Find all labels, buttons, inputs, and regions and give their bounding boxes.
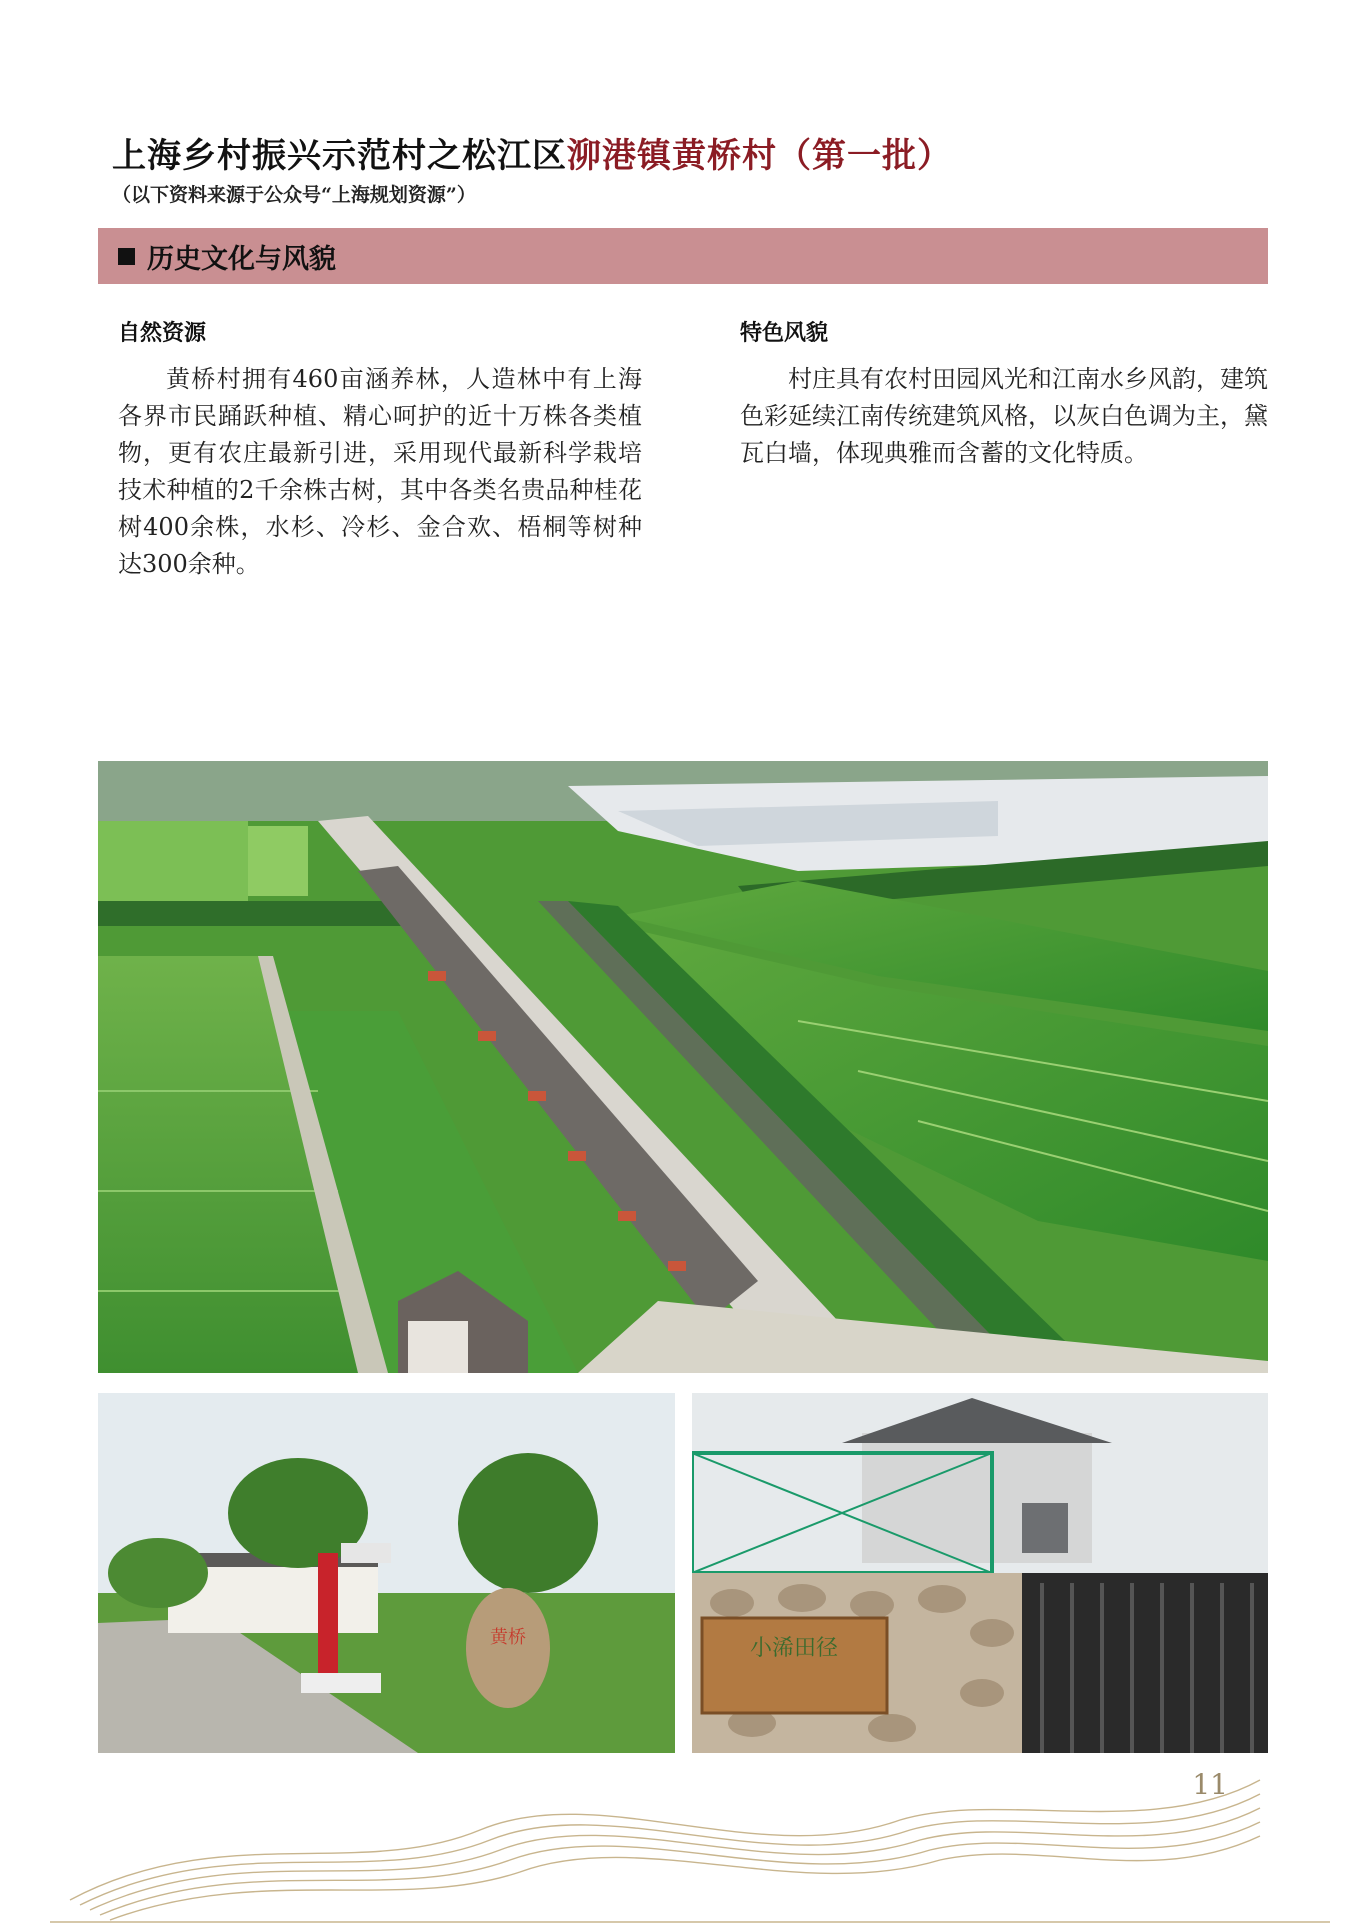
decorative-wave-lines (0, 1760, 1366, 1932)
field-sign-text: 小浠田径 (749, 1636, 839, 1661)
page-number: 11 (1192, 1768, 1228, 1801)
features-column (740, 316, 1268, 472)
square-bullet-icon (118, 248, 135, 265)
section-header-bar (98, 228, 1268, 284)
natural-resources-column (118, 316, 642, 583)
aerial-village-photo (98, 761, 1268, 1373)
source-note: （以下资料来源于公众号“上海规划资源”） (112, 184, 476, 206)
field-sign-photo (692, 1393, 1268, 1753)
column-body: 村庄具有农村田园风光和江南水乡风韵，建筑色彩延续江南传统建筑风格，以灰白色调为主，黛瓦白墙，体现典雅而含蓄的文化特质。 (740, 365, 1268, 467)
stone-inscription: 黄桥 (490, 1627, 526, 1648)
title-black-part: 上海乡村振兴示范村之松江区 (112, 136, 567, 176)
column-heading: 自然资源 (118, 320, 207, 346)
page-title (112, 128, 952, 177)
title-red-part: 泖港镇黄桥村（第一批） (567, 136, 952, 176)
village-entrance-photo (98, 1393, 675, 1753)
column-body: 黄桥村拥有460亩涵养林，人造林中有上海各界市民踊跃种植、精心呵护的近十万株各类植物，更有农庄最新引进，采用现代最新科学栽培技术种植的2千余株古树，其中各类名贵品种桂花树400余株，水杉、冷杉、金合欢、梧桐等树种达300余种。 (118, 365, 642, 578)
column-heading: 特色风貌 (740, 320, 829, 346)
section-title: 历史文化与风貌 (147, 243, 336, 275)
